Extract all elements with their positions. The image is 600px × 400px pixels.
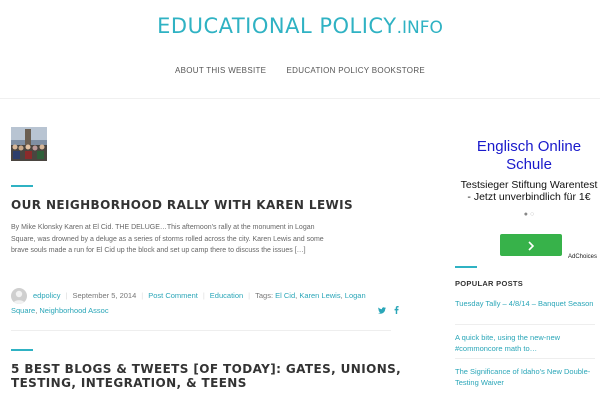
post-excerpt: By Mike Klonsky Karen at El Cid. THE DELUGE…This afternoon's rally at the monument in Logan Square, was drowned by a deluge as a series of storms rolled across the city. Karen Lewis and some brave souls made a run for El Cid up the block and set up camp there to discuss the issues […]	[11, 224, 324, 254]
ad-body[interactable]: Testsieger Stiftung Warentest - Jetzt unverbindlich für 1€	[460, 179, 598, 203]
site-title-tld[interactable]: .INFO	[396, 18, 443, 38]
post-thumbnail[interactable]	[11, 127, 47, 161]
carousel-dot[interactable]: ○	[529, 211, 535, 218]
post-date: September 5, 2014	[72, 290, 137, 300]
avatar[interactable]	[11, 288, 27, 304]
nav-item-bookstore[interactable]: EDUCATION POLICY BOOKSTORE	[286, 66, 426, 75]
ad-go-button[interactable]	[500, 234, 562, 256]
widget-title: POPULAR POSTS	[455, 279, 524, 288]
list-divider	[455, 358, 595, 359]
chevron-right-icon	[527, 238, 535, 252]
post-accent-bar	[11, 185, 33, 187]
ad-headline[interactable]: Englisch Online Schule	[476, 138, 582, 173]
tag-link[interactable]: Logan Square	[11, 290, 366, 315]
site-title[interactable]	[0, 14, 600, 38]
post-author[interactable]: edpolicy	[33, 290, 61, 300]
post-meta: edpolicy | September 5, 2014 | Post Comment | Education | Tags: El Cid, Karen Lewis, Logan Square, Neighborhood Assoc	[11, 288, 391, 317]
post-accent-bar	[11, 349, 33, 351]
main-nav	[0, 66, 600, 75]
tag-link[interactable]: Neighborhood Assoc	[39, 306, 109, 315]
facebook-icon[interactable]	[394, 307, 399, 316]
post-divider	[11, 330, 391, 331]
advertisement[interactable]	[458, 138, 600, 264]
post-title[interactable]	[11, 362, 401, 390]
tag-link[interactable]: El Cid	[275, 290, 296, 300]
ad-choices[interactable]: AdChoices	[568, 254, 598, 260]
post-title-line[interactable]: 5 BEST BLOGS & TWEETS [OF TODAY]: GATES, UNIONS,	[11, 362, 402, 376]
nav-item-about[interactable]: ABOUT THIS WEBSITE	[174, 66, 267, 75]
post-comment-link[interactable]: Post Comment	[148, 290, 198, 300]
share-buttons	[372, 306, 399, 316]
carousel-dot-active[interactable]: ●	[523, 211, 529, 218]
tags-label: Tags:	[255, 290, 274, 300]
post-title-line[interactable]: TESTING, INTEGRATION, & TEENS	[11, 376, 247, 390]
meta-separator: |	[248, 290, 251, 300]
widget-accent-bar	[455, 266, 477, 268]
meta-separator: |	[65, 290, 68, 300]
tag-link[interactable]: Karen Lewis	[299, 290, 341, 300]
popular-post-link[interactable]: The Significance of Idaho's New Double-Testing Waiver	[455, 367, 591, 387]
meta-separator: |	[202, 290, 205, 300]
post-category[interactable]: Education	[209, 290, 244, 300]
meta-separator: |	[141, 290, 144, 300]
post-title[interactable]: OUR NEIGHBORHOOD RALLY WITH KAREN LEWIS	[11, 198, 354, 212]
twitter-icon[interactable]	[378, 307, 388, 316]
popular-post-link[interactable]: Tuesday Tally – 4/8/14 – Banquet Season	[455, 299, 594, 308]
popular-post-link[interactable]: A quick bite, using the new-new #commoncore math to…	[455, 333, 561, 353]
header-divider	[0, 98, 600, 99]
ad-carousel-dots[interactable]	[458, 211, 600, 218]
site-title-main[interactable]: EDUCATIONAL POLICY	[157, 14, 397, 38]
list-divider	[455, 324, 595, 325]
